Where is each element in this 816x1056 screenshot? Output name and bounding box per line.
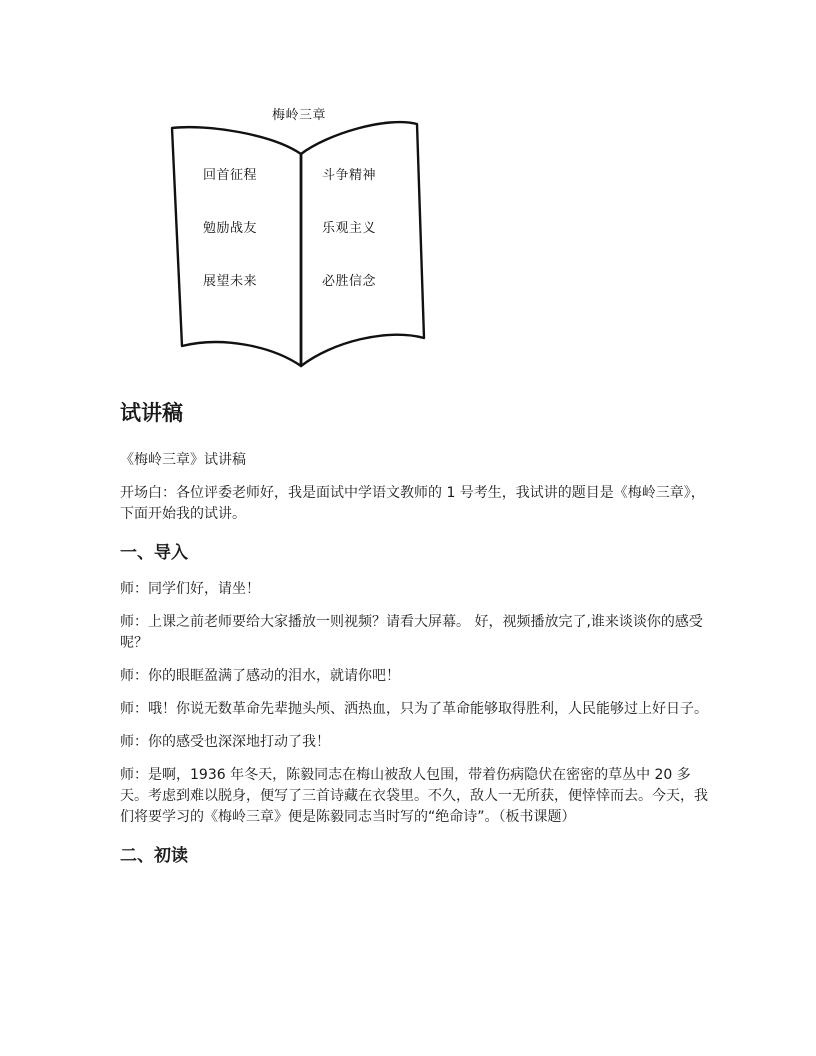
left-page-item: 回首征程 <box>203 168 258 183</box>
dialogue-paragraph: 师：你的眼眶盈满了感动的泪水，就请你吧！ <box>120 668 400 684</box>
section-heading-intro: 一、导入 <box>120 543 188 563</box>
dialogue-paragraph: 师：上课之前老师要给大家播放一则视频？请看大屏幕。 好，视频播放完了,谁来谈谈你的感受呢？ <box>120 614 703 651</box>
section-heading-first-reading: 二、初读 <box>120 846 188 866</box>
dialogue-paragraph: 师：哦！你说无数革命先辈抛头颅、洒热血，只为了革命能够取得胜利，人民能够过上好日子。 <box>120 701 708 717</box>
right-page-item: 斗争精神 <box>322 168 377 183</box>
dialogue-paragraph: 师：是啊，1936 年冬天，陈毅同志在梅山被敌人包围，带着伤病隐伏在密密的草丛中 20 多天。考虑到难以脱身，便写了三首诗藏在衣袋里。不久，敌人一无所获，便悻悻而去。今天，我们将要学习的《梅岭三章》便是陈毅同志当时写的“绝命诗”。（板书课题） <box>120 767 708 825</box>
document-body <box>120 398 710 882</box>
dialogue-paragraph: 师：同学们好，请坐！ <box>120 581 260 597</box>
open-book-drawing <box>162 96 432 376</box>
left-page-item: 展望未来 <box>203 274 258 289</box>
left-page-item: 勉励战友 <box>203 221 258 236</box>
book-title: 梅岭三章 <box>272 108 327 123</box>
right-page-item: 乐观主义 <box>322 221 377 236</box>
document-title: 试讲稿 <box>120 401 183 425</box>
right-page-item: 必胜信念 <box>322 274 377 289</box>
opening-paragraph: 开场白：各位评委老师好，我是面试中学语文教师的 1 号考生，我试讲的题目是《梅岭三章》，下面开始我的试讲。 <box>120 485 705 522</box>
book-diagram <box>162 96 432 376</box>
document-subtitle: 《梅岭三章》试讲稿 <box>120 452 246 468</box>
dialogue-paragraph: 师：你的感受也深深地打动了我！ <box>120 734 330 750</box>
